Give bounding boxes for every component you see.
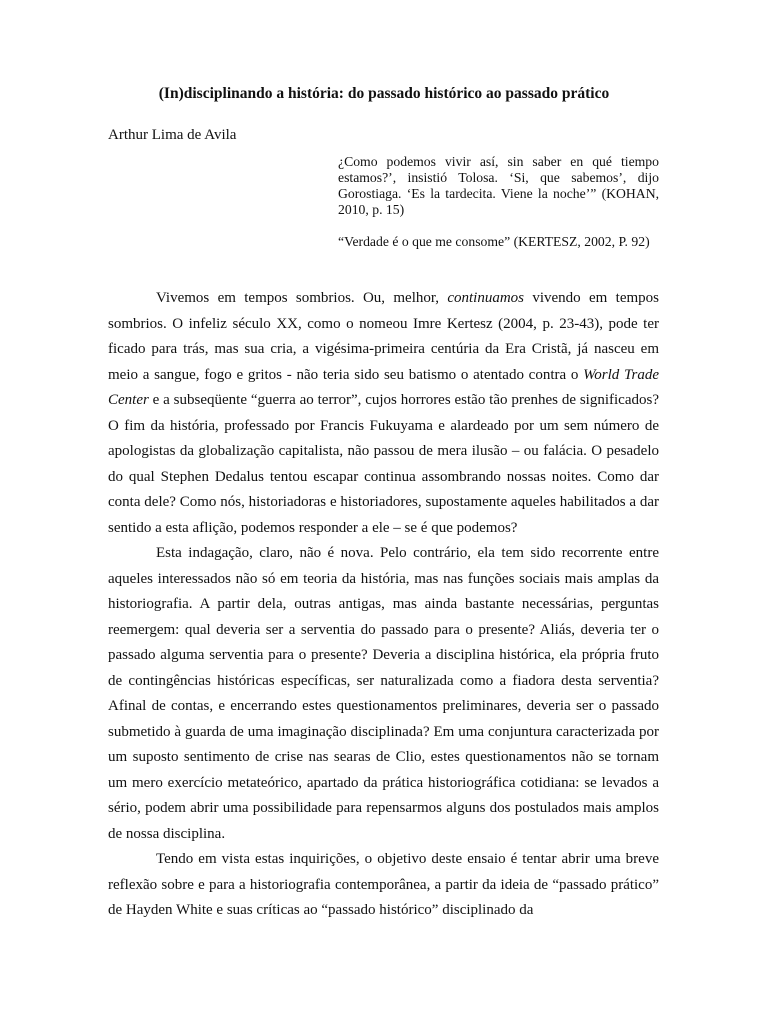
author-name: Arthur Lima de Avila	[108, 127, 237, 143]
paragraph-1-text-a: Vivemos em tempos sombrios. Ou, melhor,	[156, 290, 448, 306]
paper-title: (In)disciplinando a história: do passado histórico ao passado prático	[158, 85, 610, 102]
paragraph-1-emphasis-continuamos: continuamos	[447, 290, 525, 306]
epigraph-kertesz: “Verdade é o que me consome” (KERTESZ, 2002, P. 92)	[338, 234, 650, 249]
paragraph-2: Esta indagação, claro, não é nova. Pelo contrário, ela tem sido recorrente entre aqueles interessados não só em teoria da história, mas nas funções sociais mais amplas da historiografia. A partir dela, outras antigas, mas ainda bastante necessárias, perguntas reemergem: qual deveria ser a serventia do passado para o presente? Aliás, deveria ter o passado alguma serventia para o presente? Deveria a disciplina histórica, ela própria fruto de contingências históricas específicas, ser naturalizada como a fiadora desta serventia? Afinal de contas, e encerrando estes questionamentos preliminares, deveria ser o passado submetido à guarda de uma imaginação disciplinada? Em uma conjuntura caracterizada por um suposto sentimento de crise nas searas de Clio, estes questionamentos não se tornam um mero exercício metateórico, apartado da prática historiográfica cotidiana: se levados a sério, podem abrir uma possibilidade para repensarmos alguns dos postulados mais amplos de nossa disciplina.	[108, 545, 659, 842]
paragraph-1-text-c: e a subseqüente “guerra ao terror”, cujos horrores estão tão prenhes de significados? O fim da história, professado por Francis Fukuyama e alardeado por um sem número de apologistas da globalização capitalista, não passou de mera ilusão – ou falácia. O pesadelo do qual Stephen Dedalus tentou escapar continua assombrando nossas noites. Como dar conta dele? Como nós, historiadoras e historiadores, supostamente aqueles habilitados a dar sentido a esta aflição, podemos responder a ele – se é que podemos?	[108, 392, 659, 536]
paragraph-3: Tendo em vista estas inquirições, o objetivo deste ensaio é tentar abrir uma breve reflexão sobre e para a historiografia contemporânea, a partir da ideia de “passado prático” de Hayden White e suas críticas ao “passado histórico” disciplinado da	[108, 851, 659, 918]
paragraph-1-text-b: vivendo em tempos sombrios. O infeliz século XX, como o nomeou Imre Kertesz (2004, p. 23-43), pode ter ficado para trás, mas sua cria, a vigésima-primeira centúria da Era Cristã, já nasceu em meio a sangue, fogo e gritos - não teria sido seu batismo o atentado contra o	[108, 290, 659, 383]
epigraph-kohan: ¿Como podemos vivir así, sin saber en qué tiempo estamos?’, insistió Tolosa. ‘Si, que sabemos’, dijo Gorostiaga. ‘Es la tardecita. Viene la noche’” (KOHAN, 2010, p. 15)	[338, 154, 659, 217]
article-body	[108, 286, 659, 924]
paragraph-1-emphasis-wtc: World Trade Center	[108, 366, 659, 408]
paragraph-1	[108, 286, 659, 541]
